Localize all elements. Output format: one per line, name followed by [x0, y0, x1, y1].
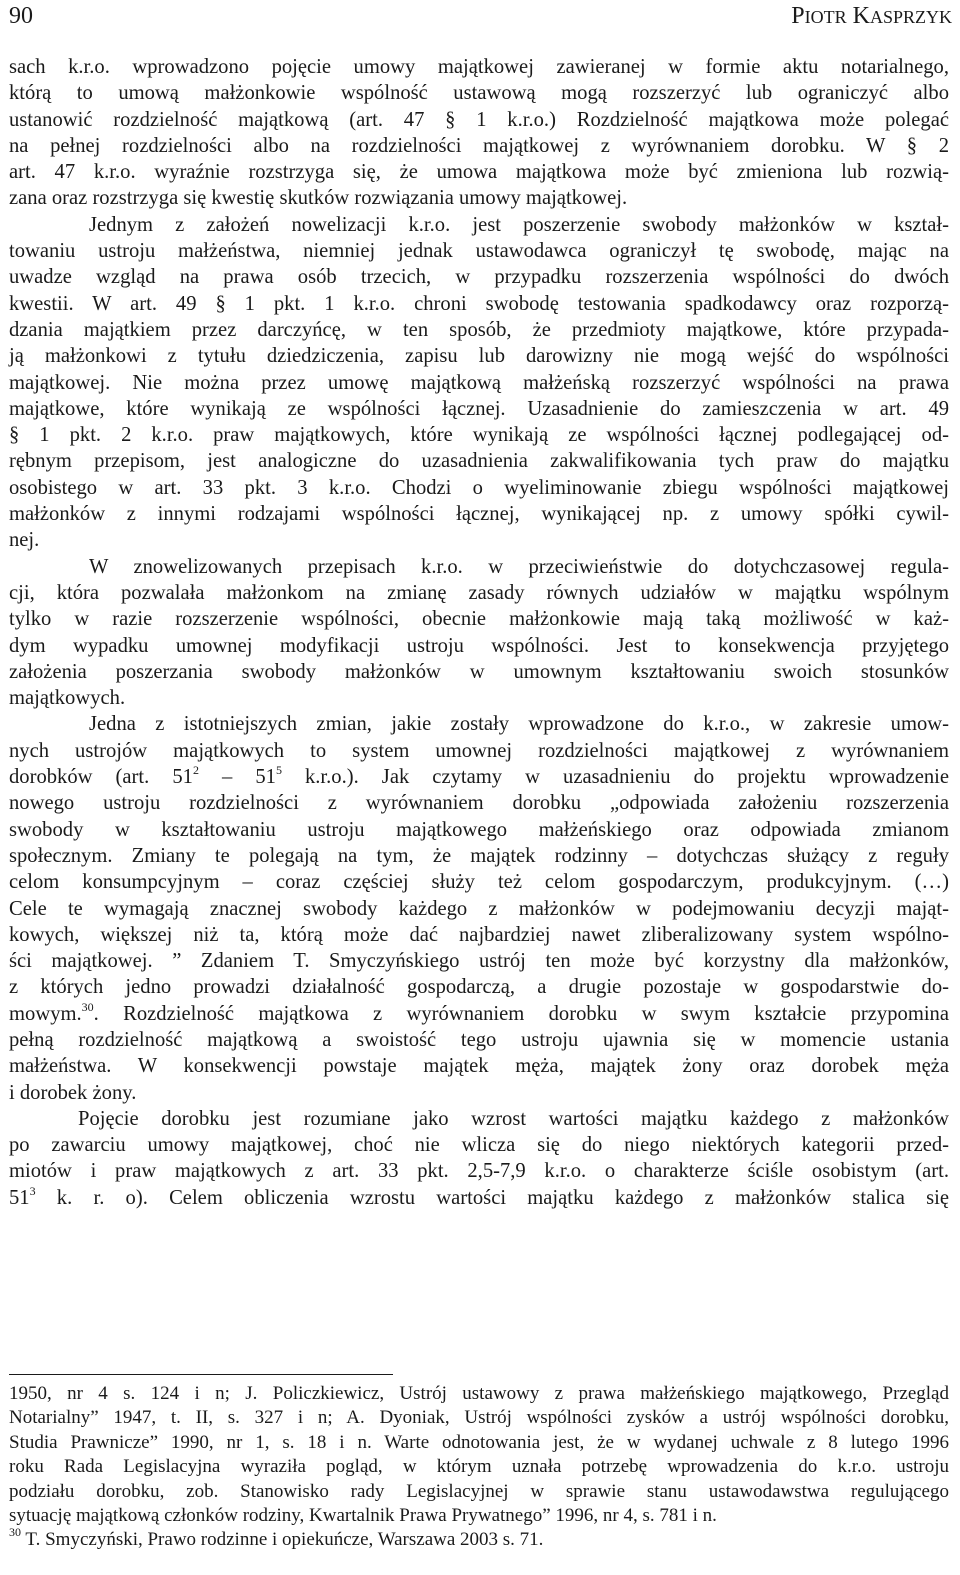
text-segment: k.r.o.). Jak czytamy w uzasadnieniu do projektu wprowadzenie — [281, 766, 949, 789]
text-line: W znowelizowanych przepisach k.r.o. w przeciwieństwie do dotychczasowej regula- — [89, 555, 949, 578]
author-last-rest: ASPRZYK — [869, 7, 952, 27]
author-last-initial: K — [852, 3, 870, 29]
body-text — [9, 54, 949, 1211]
text-line: miotów i praw majątkowych z art. 33 pkt. 2,5-7,9 k.r.o. o charakterze ściśle osobistym (art. — [9, 1160, 949, 1183]
text-line: majątkowych. — [9, 687, 126, 710]
text-line: kowych, większej niż ta, którą może dać najbardziej nawet zliberalizowany system wspólno- — [9, 923, 949, 946]
text-line: uwadze wzgląd na prawa osób trzecich, w przypadku rozszerzenia wspólności do dwóch — [9, 266, 949, 289]
text-line: Jednym z założeń nowelizacji k.r.o. jest poszerzenie swobody małżonków w kształ- — [89, 213, 949, 236]
text-line: zana oraz rozstrzyga się kwestię skutków rozwiązania umowy majątkowej. — [9, 187, 628, 210]
text-line: społecznym. Zmiany te polegają na tym, że majątek rodzinny – dotychczas służący z reguły — [9, 844, 949, 867]
footnote-line: podziału dorobku, zob. Stanowisko rady Legislacyjnej w sprawie stanu ustawodawstwa regulującego — [9, 1480, 949, 1502]
text-line: Jedna z istotniejszych zmian, jakie zostały wprowadzone do k.r.o., w zakresie umow- — [89, 713, 949, 736]
footnote-line: Studia Prawnicze” 1990, nr 1, s. 18 i n. Warte odnotowania jest, że w wydanej uchwale z 8 lutego 1996 — [9, 1431, 949, 1453]
text-line: osobistego w art. 33 pkt. 3 k.r.o. Chodzi o wyeliminowanie zbiegu wspólności majątkowej — [9, 476, 949, 499]
text-line: sach k.r.o. wprowadzono pojęcie umowy majątkowej zawieranej w formie aktu notarialnego, — [9, 56, 949, 78]
running-header — [9, 0, 952, 40]
page-number: 90 — [9, 3, 33, 29]
text-line: małżeństwa. W konsekwencji powstaje majątek męża, majątek żony oraz dorobek męża — [9, 1055, 949, 1078]
text-segment: – 51 — [198, 766, 276, 789]
footnote-separator — [9, 1374, 393, 1375]
text-line: założenia poszerzania swobody małżonków w umownym kształtowaniu swoich stosunków — [9, 660, 949, 683]
text-line: ją małżonkowi z tytułu dziedziczenia, zapisu lub darowizny nie mogą wejść do wspólności — [9, 345, 949, 368]
superscript: 3 — [29, 1183, 36, 1198]
text-line: nych ustrojów majątkowych to system umownej rozdzielności majątkowej z wyrównaniem — [9, 739, 949, 762]
footnote-line: 1950, nr 4 s. 124 i n; J. Policzkiewicz, Ustrój ustawowy z prawa małżeńskiego majątkowego, Przegląd — [9, 1383, 949, 1404]
author-first-initial: P — [791, 3, 805, 29]
text-line: Cele te wymagają znacznej swobody każdego z małżonków w podejmowaniu decyzji mająt- — [9, 897, 949, 920]
text-line: tylko w razie rozszerzenie wspólności, obecnie małżonkowie mają taką możliwość w każ- — [9, 608, 949, 631]
text-line: cji, która pozwalała małżonkom na zmianę zasady równych udziałów w majątku wspólnym — [9, 581, 949, 604]
text-line: dym wypadku umownej modyfikacji ustroju wspólności. Jest to konsekwencja przyjętego — [9, 634, 949, 657]
text-line: majątkowej. Nie można przez umowę majątkową małżeńską rozszerzyć wspólności na prawa — [9, 371, 949, 394]
text-line-with-superscripts — [9, 764, 949, 790]
text-line: i dorobek żony. — [9, 1081, 137, 1104]
footnote-reference: 30 — [81, 999, 94, 1014]
running-head-author — [791, 2, 952, 31]
text-line: majątkowe, które wynikają ze wspólności łącznej. Uzasadnienie do zamieszczenia w art. 49 — [9, 397, 949, 420]
text-line: nowego ustroju rozdzielności z wyrównaniem dorobku „odpowiada założeniu rozszerzenia — [9, 792, 949, 815]
text-line: pełną rozdzielność majątkową a swoistość tego ustroju ujawnia się w momencie ustania — [9, 1028, 949, 1051]
text-line: kwestii. W art. 49 § 1 pkt. 1 k.r.o. chroni swobodę testowania spadkodawcy oraz rozporzą- — [9, 292, 949, 315]
footnote-number: 30 — [9, 1525, 21, 1540]
text-line: Pojęcie dorobku jest rozumiane jako wzrost wartości majątku każdego z małżonków — [78, 1107, 949, 1130]
text-line: § 1 pkt. 2 k.r.o. praw majątkowych, które wynikają ze wspólności łącznej podlegającej od- — [9, 424, 949, 447]
text-line: swobody w kształtowaniu ustroju majątkowego małżeńskiego oraz odpowiada zmianom — [9, 818, 949, 841]
text-line: ści majątkowej. ” Zdaniem T. Smyczyńskiego ustrój ten może być korzystny dla małżonków, — [9, 950, 949, 973]
footnote-line: sytuację majątkową członków rodziny, Kwartalnik Prawa Prywatnego” 1996, nr 4, s. 781 i n. — [9, 1504, 717, 1526]
text-segment: mowym. — [9, 1002, 82, 1025]
text-line: ustanowić rozdzielność majątkową (art. 47 § 1 k.r.o.) Rozdzielność majątkowa może polegać — [9, 108, 949, 131]
text-line: z których jedno prowadzi działalność gospodarczą, a drugie pozostaje w gospodarstwie do- — [9, 976, 949, 999]
text-line-with-superscript — [9, 1185, 949, 1211]
author-first-rest: IOTR — [804, 7, 847, 27]
text-line: na pełnej rozdzielności albo na rozdzielności majątkowej z wyrównaniem dorobku. W § 2 — [9, 134, 949, 157]
text-line: art. 47 k.r.o. wyraźnie rozstrzyga się, że umowa majątkowa może być zmieniona lub rozwią- — [9, 161, 949, 184]
text-line: nej. — [9, 529, 40, 552]
text-line: celom konsumpcyjnym – coraz częściej służy też celom gospodarczym, produkcyjnym. (…) — [9, 871, 949, 894]
text-line: dzania majątkiem przez darczyńcę, w ten sposób, że przedmioty majątkowe, które przypada- — [9, 318, 949, 341]
superscript: 2 — [192, 763, 199, 778]
superscript: 5 — [275, 763, 282, 778]
text-line: towaniu ustroju małżeństwa, niemniej jednak ustawodawca ograniczył tę swobodę, mając na — [9, 240, 949, 263]
text-line: małżonków z innymi rodzajami wspólności łącznej, wynikającej np. z umowy spółki cywil- — [9, 503, 949, 526]
text-segment: . Rozdzielność majątkowa z wyrównaniem dorobku w swym kształcie przypomina — [93, 1002, 949, 1025]
footnote-line: Notarialny” 1947, t. II, s. 327 i n; A. Dyoniak, Ustrój wspólności zysków a ustrój wspólności dorobku, — [9, 1407, 949, 1429]
footnote-text: T. Smyczyński, Prawo rodzinne i opiekuńcze, Warszawa 2003 s. 71. — [21, 1529, 544, 1551]
footnote-30 — [9, 1525, 949, 1552]
text-line: po zawarciu umowy majątkowej, choć nie wlicza się do niego niektórych kategorii przed- — [9, 1134, 949, 1157]
text-line: którą to umową małżonkowie wspólność ustawową mogą rozszerzyć lub ograniczyć albo — [9, 82, 949, 105]
text-segment: 51 — [9, 1186, 30, 1209]
text-segment: k. r. o). Celem obliczenia wzrostu wartości majątku każdego z małżonków stalica się — [35, 1186, 949, 1209]
text-line: rębnym przepisom, jest analogiczne do uzasadnienia zakwalifikowania tych praw do majątku — [9, 450, 949, 473]
text-segment: dorobków (art. 51 — [9, 766, 193, 789]
footnote-line: roku Rada Legislacyjna wyraziła pogląd, w którym uznała potrzebę wprowadzenia do k.r.o. ustroju — [9, 1456, 949, 1478]
text-line-with-footnote-ref — [9, 1001, 949, 1027]
footnotes — [9, 1382, 949, 1553]
